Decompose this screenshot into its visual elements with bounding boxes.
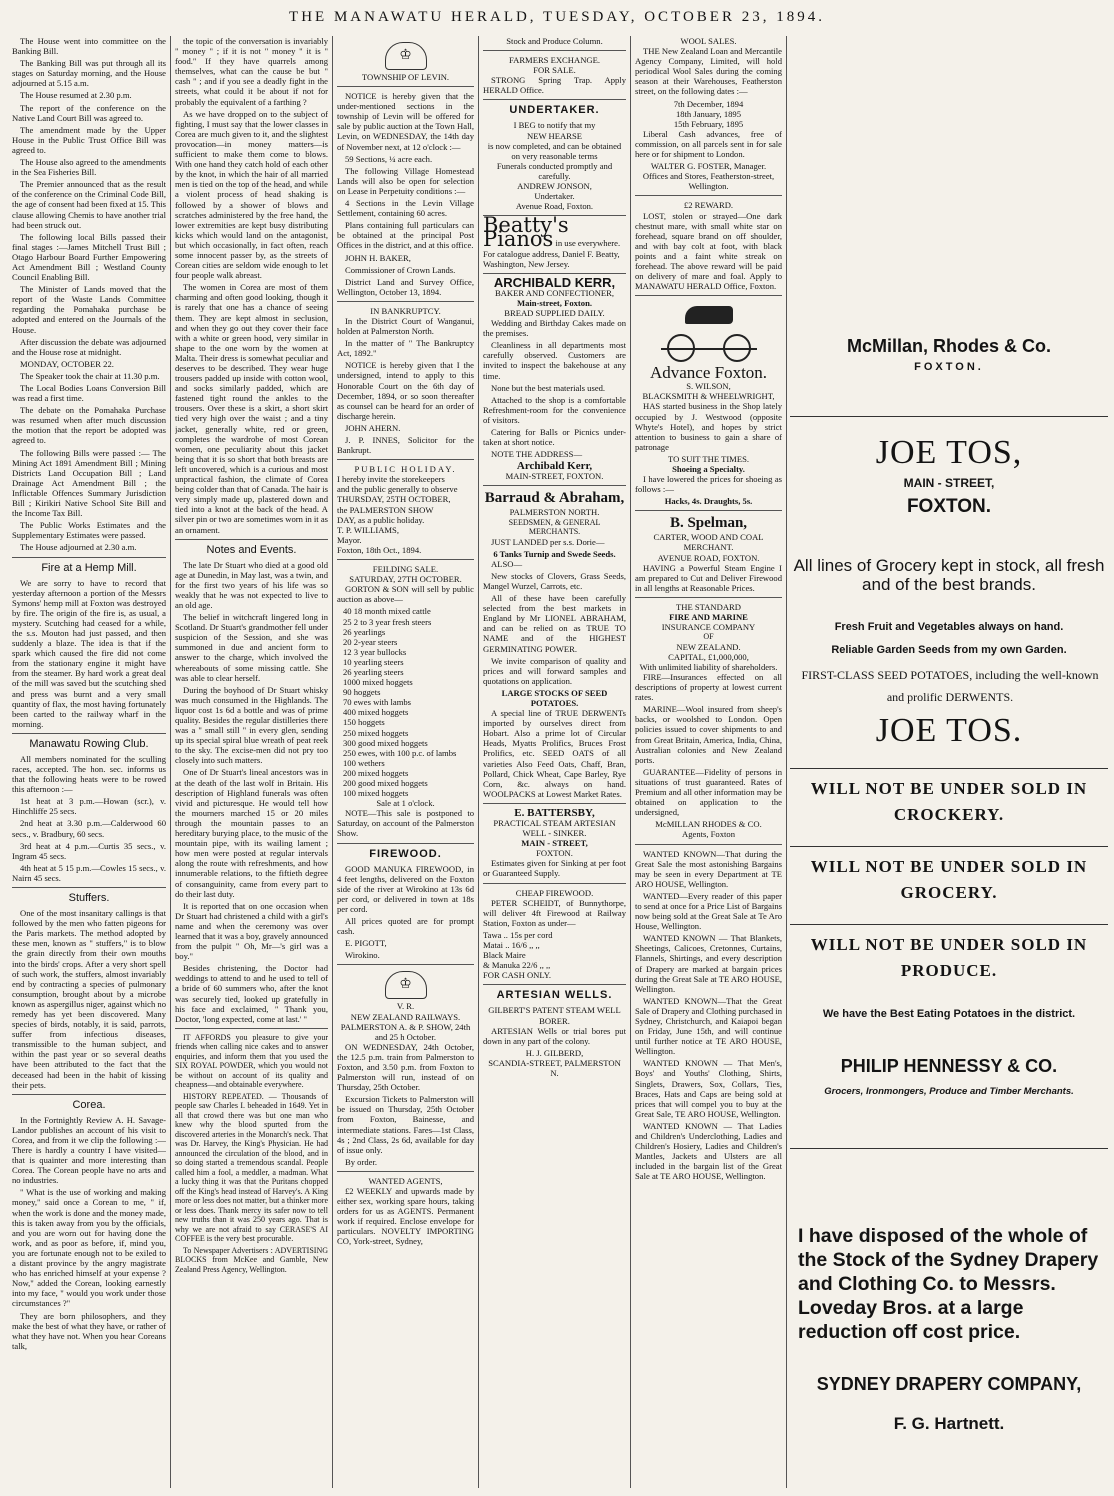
paragraph: NOTICE is hereby given that I the undersigned, intend to apply to this Honorable Court on the 6th day of December, 1894, or so soon thereafter as counsel can be heard for an order of discharge herein. xyxy=(337,360,474,421)
column-rule xyxy=(786,36,787,1488)
paragraph: 4th heat at 5 15 p.m.—Cowles 15 secs., v. Nairn 45 secs. xyxy=(12,862,166,883)
wanted-known: WANTED KNOWN — That Ladies and Children's Underclothing, Ladies and Children's Hosiery, Ladies and Children's Mantles, Jackets and Ulsters are all included in the bargain list of the Great Sale at TE ARO HOUSE, Wellington. xyxy=(635,1120,782,1182)
under-sold-crockery: WILL NOT BE UNDER SOLD IN CROCKERY. xyxy=(810,779,1088,824)
barraud-title: Barraud & Abraham, xyxy=(484,490,625,507)
price-line: Black Maire xyxy=(483,950,526,961)
standard-capital-2: With unlimited liability of shareholders. xyxy=(639,661,778,672)
wilson-suit: TO SUIT THE TIMES. xyxy=(667,453,749,464)
paragraph: the topic of the conversation is invariably " money " ; if it is not " money " it is " food." If they have quarrels among themselves, what can the cause be but " cash " ; and if you see a deadly fight in the streets, what could it be about if not for probably the equivalent of a farthing ? xyxy=(175,36,328,107)
paragraph: ALSO— xyxy=(491,558,523,569)
undertaker-line: Undertaker. xyxy=(534,191,575,202)
cheap-firewood-prices xyxy=(483,930,626,980)
holiday-line: Mayor. xyxy=(337,534,362,545)
column-notices xyxy=(337,36,474,1488)
paragraph: The following local Bills passed their final stages :—James Mitchell Trust Bill ; Otago Harbour Board Further Empowering Act Amendment Bill ; Westland County Council Enabling Bill. xyxy=(12,231,166,283)
paragraph: To Newspaper Advertisers : ADVERTISING BLOCKS from McKee and Gamble, New Zealand Press Agency, Wellington. xyxy=(175,1245,328,1274)
parliament-article xyxy=(12,36,166,553)
holiday-title: PUBLIC HOLIDAY. xyxy=(354,464,457,475)
paragraph: In the matter of " The Bankruptcy Act, 1892." xyxy=(337,338,474,359)
for-sale: FOR SALE. xyxy=(533,65,576,76)
undertaker-line: Avenue Road, Foxton. xyxy=(515,201,594,212)
paragraph: The House adjourned at 2.30 a.m. xyxy=(20,542,137,553)
paragraph: One of the most insanitary callings is that followed by the men who fatten pigeons for the Paris markets. The method adopted by these men, known as " stuffers," is to blow the grain directly from their own mouths into the birds' crops. After a very short spell of such work, the stuffers, almost invariably end by contracting a species of pulmonary consumption, brought about by a microbe known as aspergillus niger, against which no remedy has yet been discovered. Many species of birds, notably, it is said, parrots, suffer from infectious diseases, transmissible to the human subject, and within the past year or so several deaths have been attributed to the fact that the deceased had been in the habit of kissing their pets. xyxy=(12,908,166,1090)
paragraph: After discussion the debate was adjourned and the House rose at midnight. xyxy=(12,336,166,357)
paragraph: HISTORY REPEATED. — Thousands of people saw Charles I. beheaded in 1649. Yet in all that crowd there was but one man who knew why the blood spurted from the discovered arteries in the Monarch's neck. That was Dr. Harvey, the King's Physician. He had announced the circulation of the blood, and in so doing started a tremendous scandal. People called him a fool, a meddler, a madman. What a lucky thing it was that the Puritans chopped off the King's head instead of Harvey's. A King more or less does not matter, but a thinker more or less does. Thank mercy its safer now to tell new truths than it was 250 years ago. That is why we are not afraid to say CERASE'S AI COFFEE is the very best procurable. xyxy=(175,1091,328,1244)
paragraph: Wedding and Birthday Cakes made on the premises. xyxy=(483,318,626,339)
hennessy-trades: Grocers, Ironmongers, Produce and Timber Merchants. xyxy=(824,1086,1074,1097)
notes-heading: Notes and Events. xyxy=(206,543,297,556)
paragraph: The Speaker took the chair at 11.30 p.m. xyxy=(20,370,160,381)
standard-insurance: INSURANCE COMPANY xyxy=(661,622,756,633)
paragraph: District Land and Survey Office, Wellington, October 13, 1894. xyxy=(337,276,474,297)
rowing-article xyxy=(12,754,166,883)
stock-produce-heading: Stock and Produce Column. xyxy=(506,36,603,46)
paragraph: 4 Sections in the Levin Village Settlement, containing 60 acres. xyxy=(337,198,474,219)
artesian-subtitle: GILBERT'S PATENT STEAM WELL BORER. xyxy=(488,1005,621,1026)
holiday-line: and the public generally to observe xyxy=(337,484,458,495)
wool-notice-2: Liberal Cash advances, free of commission, on all parcels sent in for sale here or for shipment to London. xyxy=(635,128,782,160)
wilson-specialty: Shoeing a Specialty. xyxy=(672,464,745,474)
paragraph: The Banking Bill was put through all its stages on Saturday morning, and the House adjourned at 5.15 a.m. xyxy=(12,58,166,89)
paragraph: 59 Sections, ¼ acre each. xyxy=(345,153,433,164)
spelman-title: B. Spelman, xyxy=(669,515,748,532)
cheap-firewood-notice: PETER SCHEIDT, of Bunnythorpe, will deliver 4ft Firewood at Railway Station, Foxton as under— xyxy=(483,897,626,928)
buggy-icon xyxy=(661,300,757,350)
undertaker-line: NEW HEARSE xyxy=(527,130,582,141)
battersby-town: FOXTON. xyxy=(536,848,573,859)
artesian-notice: ARTESIAN Wells or trial bores put down in any part of the colony. xyxy=(483,1025,626,1046)
standard-capital: CAPITAL, £1,000,000, xyxy=(668,651,749,662)
reward-title: £2 REWARD. xyxy=(683,200,734,211)
paragraph: Excursion Tickets to Palmerston will be issued on Thursday, 25th October from Foxton, Bainesse, and intermediate stations. Fares—1st Class, 4s ; 2nd Class, 2s 6d, available for day of issue only. xyxy=(337,1094,474,1155)
column-notes xyxy=(175,36,328,1488)
grocery-lines: All lines of Grocery kept in stock, all fresh and of the best brands. xyxy=(793,556,1105,594)
fire-article xyxy=(12,578,166,729)
kerr-bread: BREAD SUPPLIED DAILY. xyxy=(504,307,605,318)
barraud-tanks: 6 Tanks Turnip and Swede Seeds. xyxy=(493,548,616,559)
paragraph: New stocks of Clovers, Grass Seeds, Mangel Wurzel, Carrots, etc. xyxy=(483,570,626,591)
agents-title: WANTED AGENTS, xyxy=(368,1175,443,1186)
column-trade xyxy=(483,36,626,1488)
paragraph: We are sorry to have to record that yesterday afternoon a portion of the Messrs Symons' hemp mill at Foxton was destroyed by fire. The origin of the fire is, as usual, a mystery. Scutching had ceased for a while, the s.s. Mouton had just passed, and then suddenly a blaze. The idea is that if the spark which caused the fire did not come from the stationary engine it might have from the steamer. By hard work a great deal of the mill was saved but the scutching shed and press was burnt and a very small quantity of flax, the most having fortunately been carted to the railway wharf in the morning. xyxy=(12,577,166,729)
undertaker-line: Funerals conducted promptly and carefully. xyxy=(496,160,613,181)
wool-dates xyxy=(635,99,782,129)
paragraph: 2nd heat at 3.30 p.m.—Calderwood 60 secs., v. Bradbury, 60 secs. xyxy=(12,818,166,839)
stock-item: 300 good mixed hoggets xyxy=(343,737,428,748)
undertaker-line: is now completed, and can be obtained on very reasonable terms xyxy=(487,140,622,161)
holiday-line: Foxton, 18th Oct., 1894. xyxy=(337,544,422,555)
corea-heading: Corea. xyxy=(72,1098,106,1111)
wool-title: WOOL SALES. xyxy=(680,36,737,46)
paragraph: Cleanliness in all departments most carefully observed. Customers are invited to inspect the bakehouse at any time. xyxy=(483,340,626,381)
corea-article xyxy=(12,1115,166,1351)
paragraph: The belief in witchcraft lingered long in Scotland. Dr Stuart's grandmother fell under suspicion of the Session, and she was summoned in due and ancient form to answer to the charge, which involved the whereabouts of some missing cattle. She was able to clear herself. xyxy=(175,612,328,683)
bankruptcy-notice xyxy=(337,316,474,455)
paragraph: The Public Works Estimates and the Supplementary Estimates were passed. xyxy=(12,520,166,541)
paragraph: All of these have been carefully selected from the best markets in England by Mr LIONEL ABRAHAM, and can be relied on as TRUE TO NAME and of the HIGHEST GERMINATING POWER. xyxy=(483,593,626,654)
sale-date: 18th January, 1895 xyxy=(675,108,742,119)
hennessy-title: PHILIP HENNESSY & CO. xyxy=(840,1056,1058,1076)
farmers-exchange: FARMERS EXCHANGE. xyxy=(508,55,601,66)
standard-nz: NEW ZEALAND. xyxy=(676,641,741,652)
paragraph: The report of the conference on the Native Land Court Bill was agreed to. xyxy=(12,102,166,123)
stock-item: 90 hoggets xyxy=(343,687,381,698)
cheap-firewood-title: CHEAP FIREWOOD. xyxy=(515,887,594,898)
paragraph: JOHN H. BAKER, xyxy=(345,252,411,263)
kerr-street: Main-street, Foxton. xyxy=(516,297,593,308)
stock-list xyxy=(337,606,474,798)
column-rule xyxy=(332,36,333,1488)
paragraph: In the District Court of Wanganui, holden at Palmerston North. xyxy=(337,315,474,337)
stuffers-article xyxy=(12,908,166,1090)
wanted-known: WANTED KNOWN—That the Great Sale of Drapery and Clothing purchased in Sydney, Christchurch, and Kaiapoi began on Friday, June 15th, and will continue until further notice at TE ARO HOUSE, Wellington. xyxy=(635,995,782,1057)
fire-heading: Fire at a Hemp Mill. xyxy=(41,561,137,574)
kerr-name: Archibald Kerr, xyxy=(516,460,593,473)
holiday-line: T. P. WILLIAMS, xyxy=(337,524,399,535)
artesian-title: ARTESIAN WELLS. xyxy=(496,989,613,1002)
rowing-heading: Manawatu Rowing Club. xyxy=(29,737,149,750)
column-rule xyxy=(478,36,479,1488)
stock-item: 10 yearling steers xyxy=(343,656,404,667)
firewood-title: FIREWOOD. xyxy=(369,847,442,860)
standard-fire: FIRE AND MARINE xyxy=(669,612,748,623)
paragraph: FIRE—Insurances effected on all descriptions of property at lowest current rates. xyxy=(635,672,782,703)
price-line: Matai .. 16/6 ,, ,, xyxy=(483,940,540,951)
stock-item: 25 2 to 3 year fresh steers xyxy=(343,616,432,627)
paragraph: The House went into committee on the Banking Bill. xyxy=(12,36,166,57)
standard-agents: Agents, Foxton xyxy=(682,829,735,840)
bankruptcy-title: IN BANKRUPTCY. xyxy=(370,305,441,316)
paragraph: MARINE—Wool insured from sheep's backs, or woolshed to London. Open policies issued to cover shipments to and from Great Britain, America, India, China, Australian colonies and New Zealand ports. xyxy=(635,704,782,765)
column-rule xyxy=(630,36,631,1488)
stuffers-heading: Stuffers. xyxy=(68,892,110,905)
stock-item: 12 3 year bullocks xyxy=(343,646,407,657)
wanted-known: WANTED KNOWN — That Men's, Boys' and Youths' Clothing, Shirts, Singlets, Drawers, Sox, Collars, Ties, Braces, Hats and Caps are being sold at prices that will compel you to buy at the Great Sale, TE ARO HOUSE, Wellington. xyxy=(635,1058,782,1119)
paragraph: Plans containing full particulars can be obtained at the principal Post Offices in the district, and at this office. xyxy=(337,220,474,251)
mcmillan-ad: McMillan, Rhodes & Co. xyxy=(846,336,1051,356)
beatty-text: in use everywhere. For catalogue address, Daniel F. Beatty, Washington, New Jersey. xyxy=(483,238,621,269)
paragraph: " What is the use of working and making money," said once a Corean to me, " if, when the work is done and the money made, this is taken away from you by the officials, and you are worn out for having done the work, and as poor as before, if, mind you, you are fortunate enough not to be exiled to a distant province by the angry magistrate who has enriched himself at your expense ? Now," added the Corean, looking earnestly into my face, " would you work under those circumstances ?" xyxy=(12,1187,166,1309)
wanted-known: WANTED—Every reader of this paper to send at once for a Price List of Bargains now being sold at the Great Sale at Te Aro House, Wellington. xyxy=(635,890,782,932)
holiday-line: DAY, as a public holiday. xyxy=(337,514,425,525)
paragraph: J. P. INNES, Solicitor for the Bankrupt. xyxy=(337,435,474,456)
paragraph: NOTE THE ADDRESS— xyxy=(491,449,583,460)
wilson-subtitle: BLACKSMITH & WHEELWRIGHT, xyxy=(642,391,775,402)
undertaker-notice xyxy=(483,120,626,211)
stock-item: 200 mixed hoggets xyxy=(343,767,409,778)
stock-item: 100 wethers xyxy=(343,757,385,768)
corea-continued xyxy=(175,36,328,535)
battersby-title: E. BATTERSBY, xyxy=(514,806,595,819)
paragraph: GOOD MANUKA FIREWOOD, in 4 feet lengths, delivered on the Foxton side of the river at Wirokino at 13s 6d per cord, or delivered in town at 18s per cord. xyxy=(337,863,474,914)
barraud-landed: JUST LANDED per s.s. Dorie— xyxy=(491,536,605,547)
paragraph: The women in Corea are most of them charming and often good looking, though it is rarely that one has a chance of seeing them. They are kept almost in seclusion, and when they go out they cover their face with a white or green hood, very similar in shape to the one worn by the women at Malta. Their dress is somewhat peculiar and deserves to be described. They wear huge trousers padded up inside with cotton wool, and socks similarly padded, which are fastened tight round the ankles to the trousers. Over these is a skirt, a short skirt tied very high over the waist ; and a tiny jacket, generally white, red or green, completes the wardrobe of most Corean women, one peculiarity about this jacket being that it is so short that both breasts are left uncovered, which is a curious and most unpractical fashion, the climate of Corea being colder than that of Canada. The hair is very simply made up, plastered down and tied into a knot at the back of the head. A silver pin or two are sometimes worn in it as an ornament. xyxy=(175,282,328,535)
paragraph: The following Village Homestead Lands will also be open for selection on Lease in Perpetuity conditions :— xyxy=(337,165,474,196)
column-rule xyxy=(170,36,171,1488)
feilding-note: NOTE—This sale is postponed to Saturday, on account of the Palmerston Show. xyxy=(337,808,474,839)
spelman-subtitle: CARTER, WOOD AND COAL MERCHANT. xyxy=(653,532,764,553)
paragraph: The amendment made by the Upper House in the Public Trust Office Bill was agreed to. xyxy=(12,124,166,155)
small-notices xyxy=(175,1033,328,1275)
barraud-notice-2: A special line of TRUE DERWENTs imported by ourselves direct from Hobart. Also a prime lot of Circular Heads, Myatts Prolifics, Bruces Frost Prolifics, etc. SEED OATS of all varieties Also Feed Oats, Chaff, Bran, Pollard, Chick Wheat, Cape Barley, Rye Corn, &c. always on hand. WOOLPACKS at Lowest Market Rates. xyxy=(483,708,626,799)
barraud-notice xyxy=(483,559,626,686)
standard-notice xyxy=(635,672,782,817)
undertaker-line: ANDREW JONSON, xyxy=(517,181,592,192)
paragraph: As we have dropped on to the subject of fighting, I must say that the lower classes in Corea are much given to it, and the slightest provocation—in money matters—is sufficient to make them come to blows. With one hand they catch hold of each other by the knot, in which the hair of all married men is tied on the top of the head, and while a violent process of head shaking is followed by a shower of blows and scratches administered by the free hand, the lower extremities are kept busy distributing kicks which would land on the antagonist, but which occasionally, in fact often, reach some innocent passer by, as the streets of Corean cities are seldom wide enough to let four people walk abreast. xyxy=(175,108,328,281)
battersby-subtitle: PRACTICAL STEAM ARTESIAN WELL - SINKER. xyxy=(493,818,616,839)
paragraph: Wirokino. xyxy=(345,950,380,961)
stock-item: 400 mixed hoggets xyxy=(343,707,409,718)
stock-item: 40 18 month mixed cattle xyxy=(343,606,431,617)
holiday-line: THURSDAY, 25TH OCTOBER, xyxy=(337,494,451,505)
joe-tos-title: JOE TOS, xyxy=(875,434,1023,471)
stock-item: 250 mixed hoggets xyxy=(343,727,409,738)
stock-item: 100 mixed hoggets xyxy=(343,788,409,799)
paragraph: The debate on the Pomahaka Purchase was resumed when after much discussion the motion that the report be adopted was agreed to. xyxy=(12,405,166,446)
paragraph: Attached to the shop is a comfortable Refreshment-room for the convenience of visitors. xyxy=(483,394,626,425)
barraud-large: LARGE STOCKS OF SEED POTATOES. xyxy=(501,687,608,708)
paragraph: By order. xyxy=(345,1156,377,1167)
paragraph: Catering for Balls or Picnics under-taken at short notice. xyxy=(483,427,626,448)
holiday-line: I hereby invite the storekeepers xyxy=(337,474,445,485)
paragraph: It is reported that on one occasion when Dr Stuart had christened a child with a girl's name and when the ceremony was over learned that it was a boy, gravely announced from the pulpit " Oh, Mr—'s girl was a boy." xyxy=(175,900,328,962)
barraud-subtitle: PALMERSTON NORTH. xyxy=(509,507,600,518)
paragraph: Besides christening, the Doctor had weddings to attend to and he used to tell of a bride of 60 summers who, after the knot was securely tied, looked up gratefully in his face and exclaimed, " Thank you, Doctor, 'long expected, come at last.' " xyxy=(175,963,328,1024)
paragraph: One of Dr Stuart's lineal ancestors was in at the death of the last wolf in Britain. His description of Highland funerals was often vivid and picturesque. He would tell how the mourners marched 15 or 20 miles through the mountain passes to an hereditary burying place, to the music of the mountain pipe, with its wailing lament ; how men were posted at regular intervals along the route with refreshments, and how innumerable relations, to the fiftieth degree of consanguinity, came from every part to do their last duty. xyxy=(175,767,328,899)
kerr-notice xyxy=(483,318,626,459)
kerr-title: ARCHIBALD KERR, xyxy=(493,274,616,290)
paragraph: E. PIGOTT, xyxy=(345,938,387,949)
masthead: THE MANAWATU HERALD, TUESDAY, OCTOBER 23, 1894. xyxy=(289,9,825,25)
wilson-title: S. WILSON, xyxy=(686,381,731,392)
paragraph: All members nominated for the sculling races, accepted. The hon. sec. informs us that the following heats were to be rowed this afternoon :— xyxy=(12,753,166,795)
standard-title: THE STANDARD xyxy=(676,601,741,612)
holiday-notice xyxy=(337,474,474,555)
best-potatoes: We have the Best Eating Potatoes in the district. xyxy=(822,1008,1076,1020)
railways-title: NEW ZEALAND RAILWAYS. xyxy=(350,1011,461,1022)
joe-tos-foxton: FOXTON. xyxy=(906,496,992,517)
levin-title: TOWNSHIP OF LEVIN. xyxy=(361,72,450,82)
paragraph: The House resumed at 2.30 p.m. xyxy=(20,90,132,101)
artesian-name: H. J. GILBERD, xyxy=(525,1047,584,1058)
battersby-street: MAIN - STREET, xyxy=(521,838,588,849)
wanted-notices xyxy=(635,849,782,1182)
column-parliament xyxy=(12,36,166,1488)
price-line: Tawa .. 15s per cord xyxy=(483,929,553,940)
paragraph: MONDAY, OCTOBER 22. xyxy=(20,358,114,369)
paragraph: JOHN AHERN. xyxy=(345,422,401,433)
advance-foxton: Advance Foxton. xyxy=(649,363,768,383)
paragraph: All prices quoted are for prompt cash. xyxy=(337,916,474,937)
stock-item: 70 ewes with lambs xyxy=(343,697,412,708)
holiday-line: the PALMERSTON SHOW xyxy=(337,504,434,515)
paragraph: Commissioner of Crown Lands. xyxy=(345,264,456,275)
firewood-notice xyxy=(337,864,474,961)
under-sold-grocery: WILL NOT BE UNDER SOLD IN GROCERY. xyxy=(810,857,1088,902)
artesian-address: SCANDIA-STREET, PALMERSTON N. xyxy=(488,1057,621,1078)
notes-article xyxy=(175,560,328,1024)
column-classifieds xyxy=(635,36,782,1488)
spelman-notice: HAVING a Powerful Steam Engine I am prepared to Cut and Deliver Firewood in all lengths at Reasonable Prices. xyxy=(635,562,782,593)
kerr-subtitle: BAKER AND CONFECTIONER, xyxy=(494,287,615,298)
sydney-drapery-notice: I have disposed of the whole of the Stock of the Sydney Drapery and Clothing Co. to Messrs. Loveday Bros. at a large reduction off cost price. xyxy=(798,1225,1099,1343)
stock-item: 200 good mixed hoggets xyxy=(343,778,428,788)
stock-item: 250 ewes, with 100 p.c. of lambs xyxy=(343,747,457,758)
stock-item: 26 yearling steers xyxy=(343,666,404,677)
wanted-known: WANTED KNOWN — That Blankets, Sheetings, Calicoes, Cretonnes, Curtains, Flannels, Shirtings, and every description of Drapery are marked at bargain prices during the Great Sale at TE ARO HOUSE, Wellington. xyxy=(635,933,782,994)
price-line: FOR CASH ONLY. xyxy=(483,970,551,981)
coat-of-arms-icon: ♔ xyxy=(385,971,427,999)
sale-date: 15th February, 1895 xyxy=(673,118,744,129)
undertaker-title: UNDERTAKER. xyxy=(509,104,600,117)
stock-item: 1000 mixed hoggets xyxy=(343,677,413,688)
vr-mark: V. R. xyxy=(396,1001,415,1012)
feilding-intro: GORTON & SON will sell by public auction as above— xyxy=(337,584,474,605)
paragraph: 3rd heat at 4 p.m.—Curtis 35 secs., v. Ingram 45 secs. xyxy=(12,840,166,861)
paragraph: None but the best materials used. xyxy=(491,382,606,393)
paragraph: We invite comparison of quality and prices and will forward samples and quotations on application. xyxy=(483,655,626,686)
wool-notice: THE New Zealand Loan and Mercantile Agency Company, Limited, will hold periodical Wool Sales during the coming season at their Warehouses, Featherston street, on the following dates :— xyxy=(635,46,782,97)
coat-of-arms-icon: ♔ xyxy=(385,42,427,70)
reward-notice: LOST, stolen or strayed—One dark chestnut mare, with small white star on forehead, square brand on off shoulder, and with bay colt at foot, with black points and a faint white streak on forehead. The above reward will be paid on delivery of mare and foal. Apply to MANAWATU HERALD Office, Foxton. xyxy=(635,210,782,292)
wilson-hacks: Hacks, 4s. Draughts, 5s. xyxy=(664,496,753,507)
standard-of: OF xyxy=(703,632,714,642)
railways-notice xyxy=(337,1042,474,1167)
paragraph: NOTICE is hereby given that the under-mentioned sections in the township of Levin will be offered for sale by public auction at the Town Hall, Levin, on WEDNESDAY, the 14th day of November next, at 12 o'clock :— xyxy=(337,91,474,152)
column-display-ads xyxy=(790,36,1108,1488)
levin-notice xyxy=(337,91,474,297)
feilding-date: SATURDAY, 27TH OCTOBER. xyxy=(349,574,462,585)
wool-address: Offices and Stores, Featherston-street, Wellington. xyxy=(642,171,775,192)
hartnett-signature: F. G. Hartnett. xyxy=(893,1414,1005,1433)
wilson-prices: I have lowered the prices for shoeing as follows :— xyxy=(635,474,782,495)
mcmillan-foxton: FOXTON. xyxy=(914,361,984,373)
price-line: & Manuka 22/6 ,, ,, xyxy=(483,960,551,971)
paragraph: During the boyhood of Dr Stuart whisky was much consumed in the Highlands. The liquor cost 1s 6d a bottle and was of prime quality. Besides the regular distilleries there was a " small still " in every glen, sending up its special spiral blue wreath of peat reek to the sky. The excise-men did not pry too closely into such matters. xyxy=(175,684,328,766)
sale-date: 7th December, 1894 xyxy=(673,98,744,109)
paragraph: ON WEDNESDAY, 24th October, the 12.5 p.m. train from Palmerston to Foxton, and 3.50 p.m. from Foxton to Palmerston will run, instead of on Thursday, 25th October. xyxy=(337,1041,474,1093)
feilding-title: FEILDING SALE. xyxy=(372,564,439,575)
railways-subtitle: PALMERSTON A. & P. SHOW, 24th and 25 h October. xyxy=(340,1021,471,1042)
standard-agent: McMILLAN RHODES & CO. xyxy=(655,819,762,830)
undertaker-line: I BEG to notify that my xyxy=(513,120,596,131)
paragraph: IT AFFORDS you pleasure to give your friends when calling nice cakes and to answer enquiries, and inform them that you used the SIX ROYAL POWDER, which you would not be without on account of its quality and cheapness—and obtainable everywhere. xyxy=(175,1032,328,1090)
feilding-time: Sale at 1 o'clock. xyxy=(376,798,435,809)
wanted-known: WANTED KNOWN—That during the Great Sale the most astonishing Bargains may be seen in every Department at TE ARO HOUSE, Wellington. xyxy=(635,848,782,889)
paragraph: The Local Bodies Loans Conversion Bill was read a first time. xyxy=(12,383,166,404)
paragraph: They are born philosophers, and they make the best of what they have, or rather of what they have not. When you hear Coreans talk, xyxy=(12,1310,166,1351)
paragraph: The Minister of Lands moved that the report of the Waste Lands Committee regarding the Pomahaka purchase be adopted and entered on the Journals of the House. xyxy=(12,284,166,335)
wool-name: WALTER G. FOSTER, Manager. xyxy=(650,161,767,172)
wilson-notice: HAS started business in the Shop lately occupied by J. Westwood (opposite Whyte's Hotel), and hopes by strict attention to business to gain a share of patronage xyxy=(635,401,782,452)
paragraph: The late Dr Stuart who died at a good old age at Dunedin, in May last, was a twin, and for the first two years of his life was so weakly that he was not expected to live to an old age. xyxy=(175,559,328,610)
paragraph: The Premier announced that as the result of the conference on the Criminal Code Bill, the age of consent had been fixed at 15. This clause allowing Chemis to have another trial had been struck out. xyxy=(12,179,166,230)
joe-tos-signature: JOE TOS. xyxy=(875,712,1023,749)
kerr-address: MAIN-STREET, FOXTON. xyxy=(505,471,604,482)
barraud-subtitle-2: SEEDSMEN, & GENERAL MERCHANTS. xyxy=(508,517,601,537)
agents-notice: £2 WEEKLY and upwards made by either sex, working spare hours, taking orders for us as AGENTS. Permanent work if required. Enclose envelope for particulars. NOVELTY IMPORTING CO, York-street, Sydney, xyxy=(337,1186,474,1247)
paragraph: In the Fortnightly Review A. H. Savage-Landor publishes an account of his visit to Corea, and from it we clip the following :—There is hardly a country I have visited—that is quainter and more interesting than Corea. The Corean people have no arts and no industries. xyxy=(12,1114,166,1186)
joe-tos-street: MAIN - STREET, xyxy=(903,476,995,490)
spelman-address: AVENUE ROAD, FOXTON. xyxy=(657,552,760,563)
beatty-title: Beatty's Pianos xyxy=(483,213,569,252)
seed-potatoes: FIRST-CLASS SEED POTATOES, including the well-known and prolific DERWENTS. xyxy=(801,668,1099,704)
paragraph: The House also agreed to the amendments in the Sea Fisheries Bill. xyxy=(12,157,166,178)
paragraph: GUARANTEE—Fidelity of persons in situations of trust guaranteed. Rates of Premium and all other information may be obtained on application to the undersigned, xyxy=(635,766,782,818)
battersby-notice: Estimates given for Sinking at per foot or Guaranteed Supply. xyxy=(483,858,626,879)
under-sold-produce: WILL NOT BE UNDER SOLD IN PRODUCE. xyxy=(810,935,1088,980)
garden-seeds: Reliable Garden Seeds from my own Garden. xyxy=(831,644,1067,656)
stock-item: 26 yearlings xyxy=(343,626,386,637)
stock-item: 20 2-year steers xyxy=(343,636,398,647)
sydney-drapery-title: SYDNEY DRAPERY COMPANY, xyxy=(816,1374,1082,1394)
trap-notice: STRONG Spring Trap. Apply HERALD Office. xyxy=(483,75,626,96)
stock-item: 150 hoggets xyxy=(343,717,385,728)
fresh-fruit: Fresh Fruit and Vegetables always on hand. xyxy=(834,621,1064,633)
paragraph: 1st heat at 3 p.m.—Howan (scr.), v. Hinchliffe 25 secs. xyxy=(12,796,166,817)
paragraph: The following Bills were passed :— The Mining Act 1891 Amendment Bill ; Mining Districts Land Occupation Bill ; Land Drainage Act Amendment Bill ; the Inflictable Offences Summary Jurisdiction Bill ; Kirikiri Native School Site Bill and the Income Tax Bill. xyxy=(12,447,166,519)
